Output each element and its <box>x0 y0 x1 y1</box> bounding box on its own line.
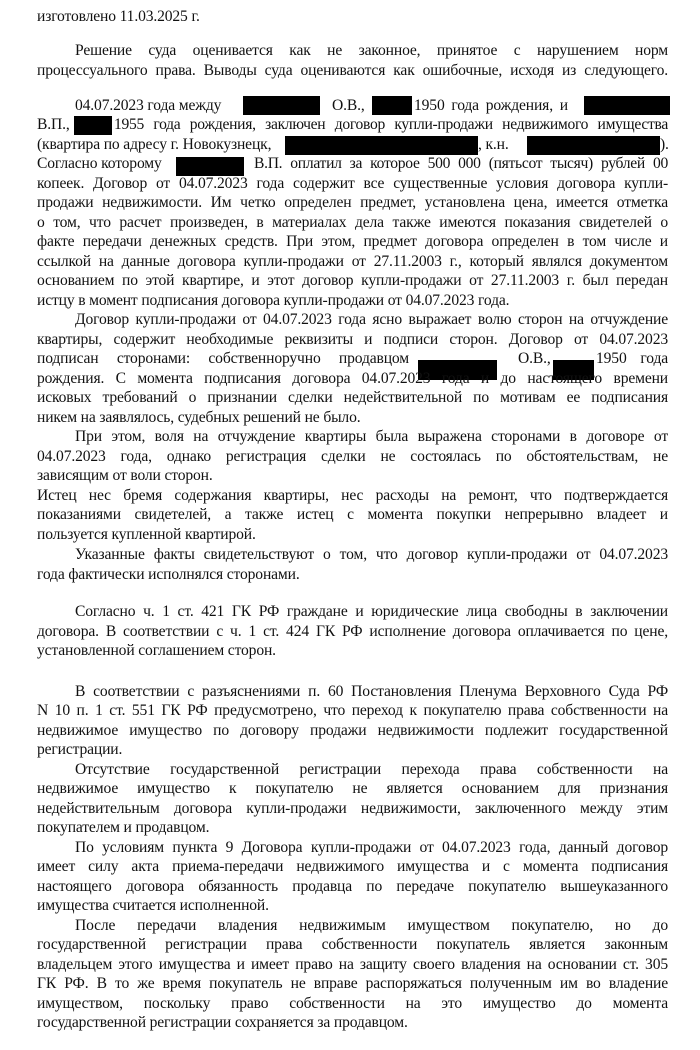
text-segment: , к.н. <box>478 136 509 153</box>
text-line: имеет силу акта приема-передачи недвижимого имущества и с момента подписания <box>37 858 668 875</box>
text-segment: Согласно которому <box>37 155 162 172</box>
redaction-box <box>527 136 660 155</box>
redaction-box <box>285 136 478 155</box>
text-segment: В.П., <box>37 116 70 133</box>
text-line: имущества считается исполненной. <box>37 897 269 914</box>
text-line: По условиям пункта 9 Договора купли-продажи от 04.07.2023 года, данный договор <box>75 839 668 856</box>
text-line: Согласно ч. 1 ст. 421 ГК РФ граждане и юридические лица свободны в заключении <box>75 603 668 620</box>
text-line: 04.07.2023 года, однако регистрация сделки не состоялась по обстоятельствам, не <box>37 448 668 465</box>
text-line: государственной регистрации сохраняется за продавцом. <box>37 1014 408 1031</box>
text-segment: 1950 года рождения, и <box>414 97 568 114</box>
text-line: копеек. Договор от 04.07.2023 года содержит все существенные условия договора купли- <box>37 175 668 192</box>
text-line: пользуется купленной квартирой. <box>37 526 256 543</box>
text-line: Договор купли-продажи от 04.07.2023 года ясно выражает волю сторон на отчуждение <box>75 311 668 328</box>
text-line: договора. В соответствии с ч. 1 ст. 424 ГК РФ исполнение договора оплачивается по цене, <box>37 623 668 640</box>
redaction-box <box>584 96 670 115</box>
text-segment: О.В., <box>518 350 551 367</box>
text-line: года фактически исполнялся сторонами. <box>37 566 300 583</box>
text-line: недвижимое имущество к покупателю не является основанием для признания <box>37 780 668 797</box>
text-line: истцу в момент подписания договора купли-продажи от 04.07.2023 года. <box>37 292 510 309</box>
text-line: зависящим от воли сторон. <box>37 467 213 484</box>
text-line: владельцем этого имущества и имеет право на защиту своего владения на основании ст. 305 <box>37 956 668 973</box>
intro-line: процессуального права. Выводы суда оцениваются как ошибочные, исходя из следующего. <box>37 62 668 79</box>
made-date: изготовлено 11.03.2025 г. <box>37 8 200 25</box>
text-line: государственной регистрации права собственности покупатель является законным <box>37 936 668 953</box>
text-line: ГК РФ. В то же время покупатель не вправе распоряжаться полученным им во владение <box>37 975 668 992</box>
text-line: продажи недвижимости. Им четко определен предмет, установлена цена, имеется отметка <box>37 194 668 211</box>
text-line: недвижимое имущество по договору продажи недвижимости подлежит государственной <box>37 722 668 739</box>
text-line: установленной соглашением сторон. <box>37 642 276 659</box>
text-segment: подписан сторонами: собственноручно продавцом <box>37 350 409 367</box>
text-line: основанием по этой квартире, и этот договор купли-продажи от 27.11.2003 г. был передан <box>37 272 668 289</box>
text-line: В соответствии с разъяснениями п. 60 Постановления Пленума Верховного Суда РФ <box>75 683 668 700</box>
text-line: показаниями свидетелей, а также истец с момента покупки непрерывно владеет и <box>37 506 668 523</box>
text-line: о том, что расчет произведен, в материалах дела также имеются показания свидетелей о <box>37 214 668 231</box>
text-line: имуществом, поскольку право собственности на это имущество до момента <box>37 995 668 1012</box>
text-segment: О.В., <box>332 97 365 114</box>
text-segment: ). <box>660 136 669 153</box>
text-segment: 04.07.2023 года между <box>75 97 222 114</box>
text-line: ссылкой на данные договора купли-продажи от 27.11.2003 г., который являлся документом <box>37 253 668 270</box>
text-line: никем на заявлялось, судебных решений не было. <box>37 409 361 426</box>
text-line: покупателем и продавцом. <box>37 819 210 836</box>
redaction-box <box>243 96 320 115</box>
text-segment: (квартира по адресу г. Новокузнецк, <box>37 136 272 153</box>
text-line: Отсутствие государственной регистрации перехода права собственности на <box>75 761 668 778</box>
text-line: исковых требований о признании сделки недействительной по мотивам ее подписания <box>37 389 668 406</box>
text-line: факте передачи денежных средств. При этом, предмет договора определен в том числе и <box>37 233 668 250</box>
text-line: квартиры, содержит необходимые реквизиты и подписи сторон. Договор от 04.07.2023 <box>37 331 668 348</box>
text-line: Истец нес бремя содержания квартиры, нес расходы на ремонт, что подтверждается <box>37 487 668 504</box>
text-segment: 1950 года <box>596 350 668 367</box>
text-line: Указанные факты свидетельствуют о том, что договор купли-продажи от 04.07.2023 <box>75 546 668 563</box>
text-line: недействительным договора купли-продажи недвижимости, заключенного между этим <box>37 800 668 817</box>
text-line: регистрации. <box>37 741 123 758</box>
text-line: N 10 п. 1 ст. 551 ГК РФ предусмотрено, что переход к покупателю права собственности на <box>37 702 668 719</box>
text-line: настоящего договора обязанность продавца по передаче покупателю вышеуказанного <box>37 878 668 895</box>
text-line: При этом, воля на отчуждение квартиры была выражена сторонами в договоре от <box>75 428 668 445</box>
redaction-box <box>74 116 112 135</box>
text-segment: В.П. оплатил за которое 500 000 (пятьсот тысяч) рублей 00 <box>254 155 668 172</box>
redaction-box <box>372 96 412 115</box>
intro-line: Решение суда оценивается как не законное, принятое с нарушением норм <box>75 42 668 59</box>
text-line: После передачи владения недвижимым имуществом покупателю, но до <box>75 917 668 934</box>
text-line: рождения. С момента подписания договора 04.07.2023 года и до настоящего времени <box>37 370 668 387</box>
text-segment: 1955 года рождения, заключен договор купли-продажи недвижимого имущества <box>114 116 668 133</box>
